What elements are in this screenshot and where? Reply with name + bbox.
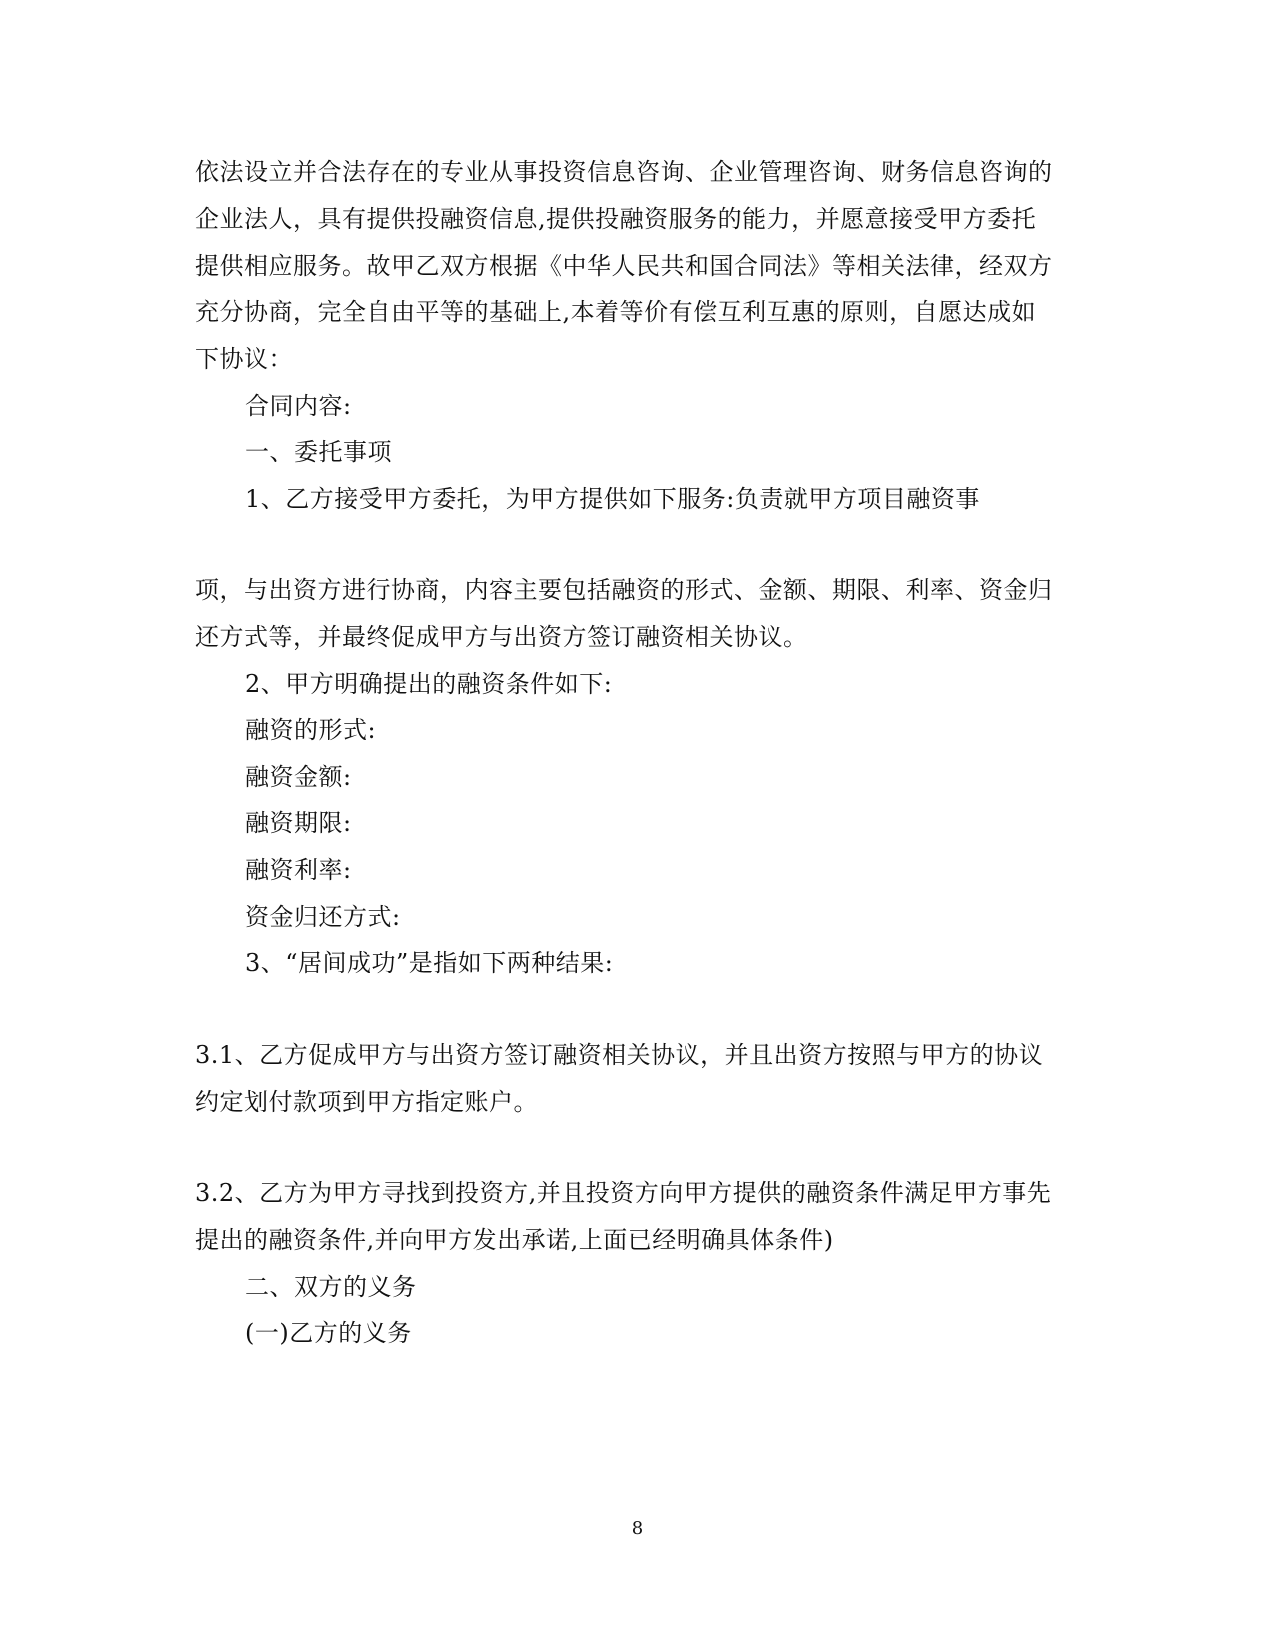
clause-line: 3.1、乙方促成甲方与出资方签订融资相关协议，并且出资方按照与甲方的协议 xyxy=(195,1041,1044,1069)
section-label: 合同内容: xyxy=(245,392,352,420)
subsection-heading: (一)乙方的义务 xyxy=(245,1319,412,1347)
field-label-form: 融资的形式: xyxy=(245,716,377,744)
body-line: 1、乙方接受甲方委托，为甲方提供如下服务:负责就甲方项目融资事 xyxy=(245,485,980,513)
field-label-amount: 融资金额: xyxy=(245,763,352,791)
clause-line: 3.2、乙方为甲方寻找到投资方,并且投资方向甲方提供的融资条件满足甲方事先 xyxy=(195,1179,1052,1207)
clause-line: 约定划付款项到甲方指定账户。 xyxy=(195,1088,538,1116)
body-line: 3、“居间成功”是指如下两种结果: xyxy=(245,949,614,977)
field-label-repayment: 资金归还方式: xyxy=(245,903,401,931)
field-label-term: 融资期限: xyxy=(245,809,352,837)
body-line: 提供相应服务。故甲乙双方根据《中华人民共和国合同法》等相关法律，经双方 xyxy=(195,252,1053,280)
clause-line: 提出的融资条件,并向甲方发出承诺,上面已经明确具体条件) xyxy=(195,1226,834,1254)
section-heading: 二、双方的义务 xyxy=(245,1273,417,1301)
body-line: 充分协商，完全自由平等的基础上,本着等价有偿互利互惠的原则，自愿达成如 xyxy=(195,298,1037,326)
section-heading: 一、委托事项 xyxy=(245,438,392,466)
body-line: 项，与出资方进行协商，内容主要包括融资的形式、金额、期限、利率、资金归 xyxy=(195,576,1053,604)
body-line: 还方式等，并最终促成甲方与出资方签订融资相关协议。 xyxy=(195,623,808,651)
body-line: 依法设立并合法存在的专业从事投资信息咨询、企业管理咨询、财务信息咨询的 xyxy=(195,158,1053,186)
body-line: 企业法人，具有提供投融资信息,提供投融资服务的能力，并愿意接受甲方委托 xyxy=(195,205,1037,233)
body-line: 2、甲方明确提出的融资条件如下: xyxy=(245,670,613,698)
body-line: 下协议： xyxy=(195,345,293,373)
field-label-rate: 融资利率: xyxy=(245,856,352,884)
page-number: 8 xyxy=(631,1518,644,1539)
